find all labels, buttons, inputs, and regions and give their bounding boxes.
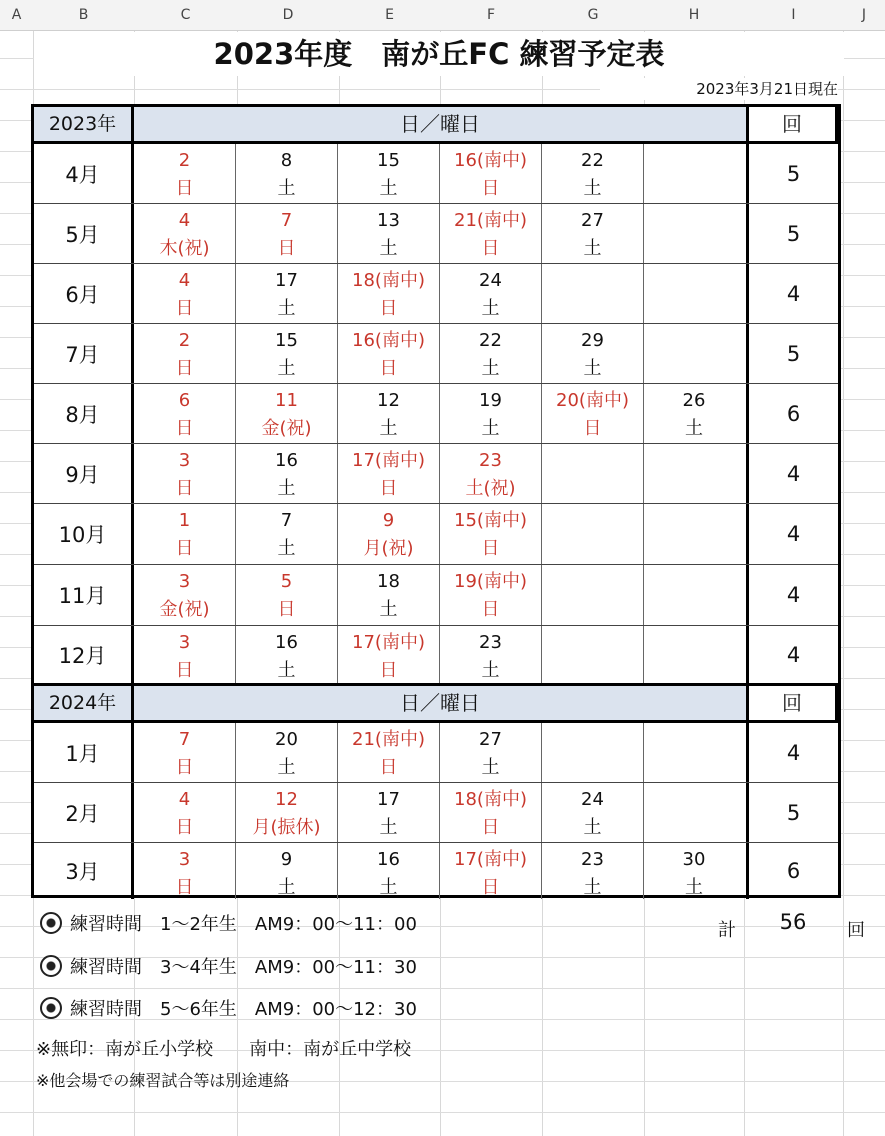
practice-day-cell [236, 504, 338, 564]
practice-day-cell [440, 504, 542, 564]
day-number: 20(南中) [556, 390, 629, 411]
total-unit: 回 [847, 920, 865, 941]
day-number: 11 [275, 390, 298, 411]
practice-day-cell [542, 324, 644, 383]
weekday [644, 536, 744, 562]
column-header-j[interactable]: J [861, 7, 867, 23]
weekday: 日 [175, 178, 194, 199]
month-label: 7月 [34, 324, 134, 383]
as-of-date: 2023年3月21日現在 [600, 78, 838, 100]
column-header-i[interactable]: I [791, 7, 796, 23]
practice-day-cell [134, 843, 236, 899]
total-value: 56 [779, 910, 807, 934]
weekday: 土 [277, 757, 296, 778]
practice-day-cell [542, 783, 644, 842]
day-number: 17(南中) [454, 849, 527, 870]
weekday: 土 [277, 660, 296, 681]
day-number: 4 [178, 789, 191, 810]
soccer-ball-icon [40, 997, 62, 1019]
session-count: 5 [746, 324, 838, 383]
gridline-horizontal [0, 1112, 885, 1113]
practice-day-cell [440, 384, 542, 443]
weekday: 土 [379, 178, 398, 199]
day-number: 27 [479, 729, 502, 750]
weekday: 日 [175, 538, 194, 559]
gridline-vertical [843, 0, 844, 1136]
weekday: 日 [379, 358, 398, 379]
practice-day-cell [134, 144, 236, 203]
practice-day-cell [134, 504, 236, 564]
month-row [34, 723, 838, 783]
practice-day-cell [542, 444, 644, 503]
day-number [542, 508, 643, 534]
day-number: 4 [178, 270, 191, 291]
month-row [34, 144, 838, 204]
column-header-h[interactable]: H [688, 7, 700, 23]
weekday: 土 [379, 817, 398, 838]
day-weekday-header: 日／曜日 [400, 691, 480, 715]
column-header-bar [0, 0, 885, 31]
month-label: 4月 [34, 144, 134, 203]
weekday: 日 [379, 660, 398, 681]
column-header-c[interactable]: C [180, 7, 191, 23]
practice-day-cell [134, 565, 236, 625]
year-header-row [34, 107, 838, 144]
month-label: 9月 [34, 444, 134, 503]
practice-day-cell [542, 264, 644, 323]
day-number: 15 [275, 330, 298, 351]
weekday: 土 [379, 599, 398, 620]
weekday [542, 597, 643, 623]
session-count: 6 [746, 384, 838, 443]
practice-day-cell [644, 723, 744, 782]
practice-day-cell [338, 324, 440, 383]
practice-day-cell [644, 324, 744, 383]
column-header-a[interactable]: A [11, 7, 22, 23]
weekday: 日 [175, 877, 194, 898]
session-count: 4 [746, 444, 838, 503]
day-number: 12 [275, 789, 298, 810]
month-label: 11月 [34, 565, 134, 625]
weekday: 金(祝) [261, 418, 312, 439]
weekday [644, 755, 744, 781]
session-count: 4 [746, 626, 838, 684]
practice-day-cell [338, 723, 440, 782]
practice-day-cell [236, 324, 338, 383]
day-number: 22 [479, 330, 502, 351]
practice-day-cell [644, 144, 744, 203]
weekday: 土 [685, 877, 703, 898]
practice-day-cell [236, 565, 338, 625]
day-number: 18 [377, 571, 400, 592]
count-header: 回 [746, 686, 838, 720]
weekday: 日 [175, 418, 194, 439]
month-row [34, 444, 838, 504]
day-number: 7 [280, 510, 293, 531]
weekday: 月(振休) [252, 817, 321, 838]
weekday: 土 [277, 538, 296, 559]
weekday: 金(祝) [159, 599, 210, 620]
day-number: 9 [382, 510, 395, 531]
weekday: 日 [481, 877, 500, 898]
weekday: 日 [175, 757, 194, 778]
month-row [34, 783, 838, 843]
weekday [542, 536, 643, 562]
soccer-ball-icon [40, 912, 62, 934]
month-row [34, 504, 838, 565]
practice-day-cell [440, 324, 542, 383]
day-number: 3 [178, 450, 191, 471]
month-row [34, 324, 838, 384]
day-number: 2 [178, 150, 191, 171]
month-label: 2月 [34, 783, 134, 842]
column-header-d[interactable]: D [282, 7, 294, 23]
weekday: 土 [583, 817, 602, 838]
year-label: 2023年 [34, 107, 134, 141]
weekday: 土 [379, 877, 398, 898]
soccer-ball-icon [40, 955, 62, 977]
day-number: 12 [377, 390, 400, 411]
weekday: 土 [277, 298, 296, 319]
weekday [542, 755, 643, 781]
session-count: 5 [746, 144, 838, 203]
day-number [542, 630, 643, 656]
day-number: 24 [581, 789, 604, 810]
practice-day-cell [236, 626, 338, 684]
practice-day-cell [236, 843, 338, 899]
day-number: 29 [581, 330, 604, 351]
practice-day-cell [338, 626, 440, 684]
practice-day-cell [338, 565, 440, 625]
practice-day-cell [440, 843, 542, 899]
month-label: 10月 [34, 504, 134, 564]
day-number: 22 [581, 150, 604, 171]
day-number: 7 [178, 729, 191, 750]
schedule-table [31, 104, 841, 898]
practice-day-cell [134, 626, 236, 684]
month-label: 1月 [34, 723, 134, 782]
practice-day-cell [236, 783, 338, 842]
day-number: 18(南中) [352, 270, 425, 291]
day-number: 15 [377, 150, 400, 171]
weekday: 日 [277, 238, 296, 259]
month-row [34, 204, 838, 264]
day-number: 17 [377, 789, 400, 810]
day-number: 16 [377, 849, 400, 870]
day-number [644, 448, 744, 474]
day-number [542, 727, 643, 753]
month-row [34, 843, 838, 899]
day-number [644, 268, 744, 294]
practice-day-cell [134, 204, 236, 263]
practice-day-cell [542, 843, 644, 899]
day-number: 17(南中) [352, 450, 425, 471]
day-number [644, 208, 744, 234]
day-number [542, 268, 643, 294]
day-number: 20 [275, 729, 298, 750]
weekday: 日 [379, 298, 398, 319]
weekday: 土 [685, 418, 703, 439]
day-number: 2 [178, 330, 191, 351]
day-number: 5 [280, 571, 293, 592]
practice-day-cell [542, 144, 644, 203]
weekday [542, 658, 643, 684]
weekday: 土 [583, 877, 602, 898]
practice-day-cell [542, 723, 644, 782]
practice-day-cell [134, 783, 236, 842]
day-number [644, 148, 744, 174]
practice-day-cell [440, 565, 542, 625]
practice-day-cell [542, 384, 644, 443]
day-number: 19(南中) [454, 571, 527, 592]
practice-day-cell [440, 783, 542, 842]
practice-day-cell [134, 324, 236, 383]
weekday: 土 [481, 757, 500, 778]
weekday: 日 [481, 178, 500, 199]
day-number: 30 [682, 849, 706, 870]
session-count: 4 [746, 723, 838, 782]
day-number: 27 [581, 210, 604, 231]
day-number: 26 [682, 390, 706, 411]
practice-day-cell [644, 264, 744, 323]
practice-day-cell [338, 504, 440, 564]
practice-day-cell [644, 384, 744, 443]
day-weekday-header: 日／曜日 [400, 112, 480, 136]
weekday: 土 [277, 877, 296, 898]
session-count: 5 [746, 204, 838, 263]
month-label: 5月 [34, 204, 134, 263]
weekday: 日 [481, 599, 500, 620]
weekday: 日 [379, 757, 398, 778]
practice-day-cell [236, 444, 338, 503]
practice-day-cell [440, 144, 542, 203]
day-number: 17 [275, 270, 298, 291]
practice-day-cell [236, 144, 338, 203]
day-number: 19 [479, 390, 502, 411]
weekday: 日 [175, 817, 194, 838]
month-row [34, 565, 838, 626]
weekday [644, 476, 744, 502]
year-header-row [34, 686, 838, 723]
weekday [644, 815, 744, 841]
weekday [644, 296, 744, 322]
practice-time-3: 練習時間 5〜6年生 AM9：00〜12：30 [40, 997, 417, 1023]
practice-day-cell [134, 264, 236, 323]
practice-day-cell [338, 843, 440, 899]
practice-day-cell [236, 204, 338, 263]
note-other-venues: ※他会場での練習試合等は別途連絡 [36, 1071, 290, 1090]
day-number: 23 [581, 849, 604, 870]
practice-day-cell [440, 723, 542, 782]
weekday: 日 [379, 478, 398, 499]
weekday: 日 [175, 358, 194, 379]
practice-day-cell [440, 204, 542, 263]
practice-time-2: 練習時間 3〜4年生 AM9：00〜11：30 [40, 955, 417, 981]
practice-day-cell [134, 723, 236, 782]
session-count: 4 [746, 264, 838, 323]
day-number: 8 [280, 150, 293, 171]
day-number: 6 [178, 390, 191, 411]
day-number: 7 [280, 210, 293, 231]
day-number [542, 569, 643, 595]
weekday: 土(祝) [465, 478, 516, 499]
day-number: 3 [178, 571, 191, 592]
column-header-f[interactable]: F [486, 7, 496, 23]
count-header: 回 [746, 107, 838, 141]
day-number: 21(南中) [454, 210, 527, 231]
practice-day-cell [644, 504, 744, 564]
day-number: 17(南中) [352, 632, 425, 653]
weekday: 土 [481, 418, 500, 439]
weekday: 土 [583, 238, 602, 259]
weekday: 土 [277, 178, 296, 199]
weekday: 日 [481, 817, 500, 838]
practice-day-cell [644, 626, 744, 684]
practice-day-cell [338, 144, 440, 203]
day-number: 16(南中) [454, 150, 527, 171]
practice-day-cell [440, 626, 542, 684]
session-count: 6 [746, 843, 838, 899]
year-label: 2024年 [34, 686, 134, 720]
weekday [542, 476, 643, 502]
day-number: 24 [479, 270, 502, 291]
practice-day-cell [338, 444, 440, 503]
day-number: 3 [178, 849, 191, 870]
month-row [34, 626, 838, 684]
day-number: 4 [178, 210, 191, 231]
day-number: 16 [275, 450, 298, 471]
weekday: 土 [379, 418, 398, 439]
practice-day-cell [542, 565, 644, 625]
weekday: 土 [583, 358, 602, 379]
weekday [644, 176, 744, 202]
practice-day-cell [134, 384, 236, 443]
day-number [644, 727, 744, 753]
practice-day-cell [542, 626, 644, 684]
day-number: 16(南中) [352, 330, 425, 351]
column-header-e[interactable]: E [385, 7, 394, 23]
practice-day-cell [644, 843, 744, 899]
weekday: 月(祝) [363, 538, 414, 559]
day-number: 23 [479, 632, 502, 653]
weekday: 日 [583, 418, 602, 439]
day-number [644, 787, 744, 813]
session-count: 4 [746, 565, 838, 625]
weekday [644, 236, 744, 262]
month-label: 6月 [34, 264, 134, 323]
weekday [644, 356, 744, 382]
weekday: 日 [175, 660, 194, 681]
month-row [34, 264, 838, 324]
practice-day-cell [236, 723, 338, 782]
practice-day-cell [644, 783, 744, 842]
weekday: 日 [175, 298, 194, 319]
month-label: 3月 [34, 843, 134, 899]
weekday: 土 [481, 660, 500, 681]
weekday: 土 [481, 358, 500, 379]
practice-time-1: 練習時間 1〜2年生 AM9：00〜11：00 [40, 912, 417, 938]
practice-day-cell [134, 444, 236, 503]
total-label: 計 [718, 920, 736, 941]
practice-day-cell [440, 264, 542, 323]
practice-day-cell [644, 565, 744, 625]
practice-day-cell [338, 384, 440, 443]
practice-day-cell [236, 264, 338, 323]
weekday: 土 [583, 178, 602, 199]
weekday [542, 296, 643, 322]
month-label: 12月 [34, 626, 134, 684]
session-count: 5 [746, 783, 838, 842]
weekday [644, 658, 744, 684]
practice-day-cell [236, 384, 338, 443]
practice-day-cell [338, 264, 440, 323]
gridline-horizontal [0, 988, 885, 989]
month-label: 8月 [34, 384, 134, 443]
page-title: 2023年度 南が丘FC 練習予定表 [34, 32, 844, 76]
day-number: 16 [275, 632, 298, 653]
day-number: 9 [280, 849, 293, 870]
column-header-g[interactable]: G [587, 7, 599, 23]
practice-day-cell [440, 444, 542, 503]
day-number [644, 328, 744, 354]
note-venue-legend: ※無印：南が丘小学校 南中：南が丘中学校 [36, 1039, 412, 1060]
day-number: 21(南中) [352, 729, 425, 750]
weekday [644, 597, 744, 623]
day-number: 13 [377, 210, 400, 231]
weekday: 土 [277, 358, 296, 379]
day-number [644, 508, 744, 534]
day-number: 3 [178, 632, 191, 653]
session-count: 4 [746, 504, 838, 564]
day-number: 18(南中) [454, 789, 527, 810]
weekday: 土 [277, 478, 296, 499]
weekday: 木(祝) [159, 238, 210, 259]
practice-day-cell [644, 444, 744, 503]
practice-day-cell [644, 204, 744, 263]
weekday: 土 [379, 238, 398, 259]
practice-day-cell [338, 783, 440, 842]
practice-day-cell [542, 504, 644, 564]
weekday: 日 [175, 478, 194, 499]
day-number: 23 [479, 450, 502, 471]
weekday: 土 [481, 298, 500, 319]
day-number: 15(南中) [454, 510, 527, 531]
month-row [34, 384, 838, 444]
column-header-b[interactable]: B [78, 7, 89, 23]
day-number [644, 569, 744, 595]
weekday: 日 [481, 538, 500, 559]
weekday: 日 [277, 599, 296, 620]
practice-day-cell [542, 204, 644, 263]
day-number [542, 448, 643, 474]
day-number: 1 [178, 510, 191, 531]
day-number [644, 630, 744, 656]
practice-day-cell [338, 204, 440, 263]
weekday: 日 [481, 238, 500, 259]
